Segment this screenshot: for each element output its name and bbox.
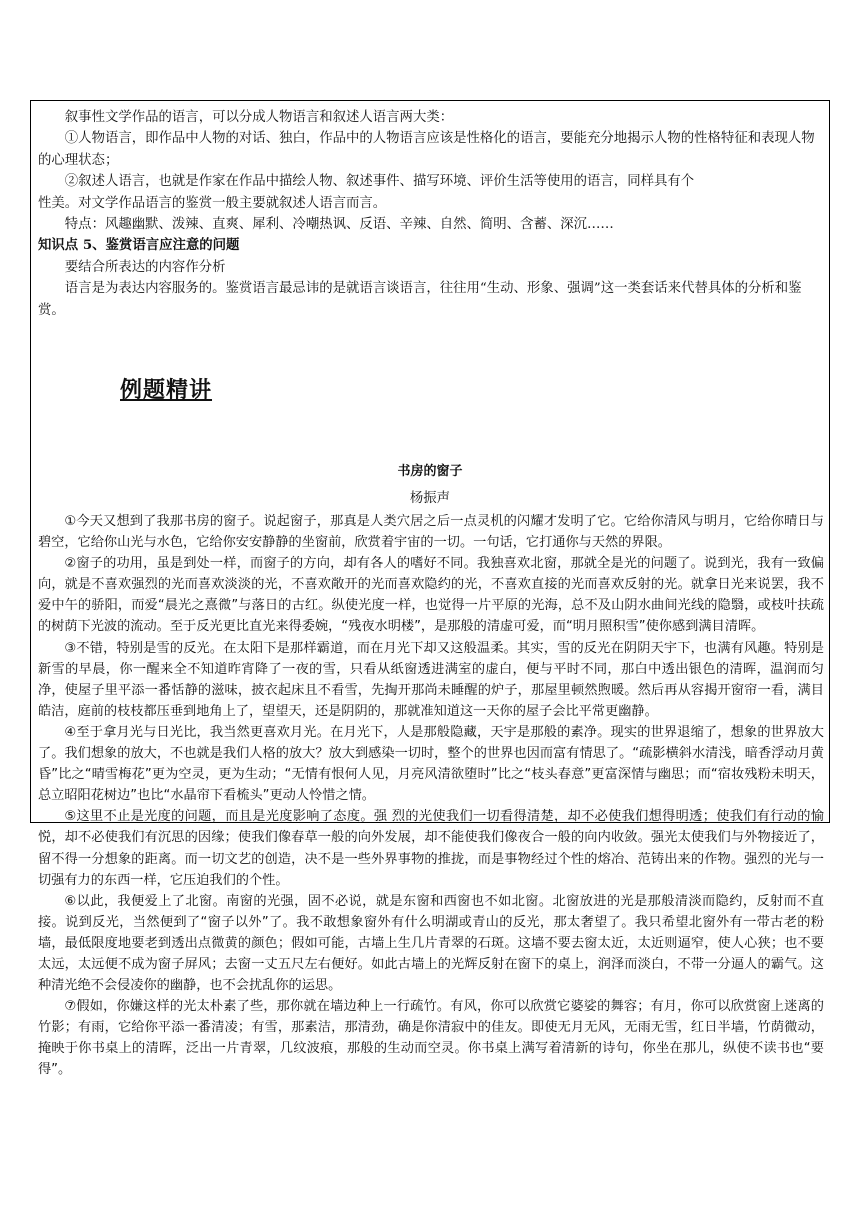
narrator-language-item-cont: 性美。对文学作品语言的鉴赏一般主要就叙述人语言而言。 [38,195,387,211]
point5-title: 知识点 5、鉴赏语言应注意的问题 [38,237,240,254]
article-body [38,511,824,1081]
article-author: 杨振声 [409,491,451,506]
point5-body: 语言是为表达内容服务的。鉴赏语言最忌讳的是就语言谈语言，往往用“生动、形象、强调”这一类套话来代替具体的分析和鉴赏。 [38,281,802,318]
language-features: 特点：风趣幽默、泼辣、直爽、犀利、冷嘲热讽、反语、辛辣、自然、简明、含蓄、深沉…… [64,217,614,233]
article-paragraph: ③不错，特别是雪的反光。在太阳下是那样霸道，而在月光下却又这般温柔。其实，雪的反光在阴阴天宇下，也满有风趣。特别是新雪的早晨，你一醒来全不知道昨宵降了一夜的雪，只看从纸窗透进满室的虚白，便与平时不同，那白中透出银色的清晖，温润而匀净，使屋子里平添一番恬静的滋味，披衣起床且不看雪，先掏开那尚未睡醒的炉子，那屋里顿然煦暖。然后再从容揭开窗帘一看，满目皓洁，庭前的枝枝都压垂到地角上了，望望天，还是阴阴的，那就准知道这一天你的屋子会比平常更幽静。 [38,640,824,719]
narrator-language-item: ②叙述人语言，也就是作家在作品中描绘人物、叙述事件、描写环境、评价生活等使用的语言，同样具有个 [64,174,695,190]
article-paragraph: ①今天又想到了我那书房的窗子。说起窗子，那真是人类穴居之后一点灵机的闪耀才发明了它。它给你清风与明月，它给你晴日与碧空，它给你山光与水色，它给你安安静静的坐窗前，欣赏着宇宙的一切。一句话，它打通你与天然的界限。 [38,514,824,551]
article-paragraph: ⑥以此，我便爱上了北窗。南窗的光强，固不必说，就是东窗和西窗也不如北窗。北窗放进的光是那般清淡而隐约，反射而不直接。说到反光，当然便到了“窗子以外”了。我不敢想象窗外有什么明湖或青山的反光，那太奢望了。我只希望北窗外有一带古老的粉墙，最低限度地要老到透出点微黄的颜色；假如可能，古墙上生几片青翠的石斑。这墙不要去窗太近，太近则逼窄，使人心狭；也不要太远，太远便不成为窗子屏风；去窗一丈五尺左右便好。如此古墙上的光辉反射在窗下的桌上，润泽而淡白，不带一分逼人的霸气。这种清光绝不会侵凌你的幽静，也不会扰乱你的运思。 [38,893,824,994]
character-language-item: ①人物语言，即作品中人物的对话、独白，作品中的人物语言应该是性格化的语言，要能充分地揭示人物的性格特征和表现人物的心理状态； [38,131,815,168]
section-heading: 例题精讲 [120,378,213,403]
article-paragraph: ②窗子的功用，虽是到处一样，而窗子的方向，却有各人的嗜好不同。我独喜欢北窗，那就全是光的问题了。说到光，我有一致偏向，就是不喜欢强烈的光而喜欢淡淡的光，不喜欢敞开的光而喜欢隐约的光，不喜欢直接的光而喜欢反射的光。就拿日光来说罢，我不爱中午的骄阳，而爱“晨光之熹微”与落日的古红。纵使光度一样，也觉得一片平原的光海，总不及山阴水曲间光线的隐翳，或枝叶扶疏的树荫下光波的流动。至于反光更比直光来得委婉，“残夜水明楼”，是那般的清虚可爱，而“明月照积雪”使你感到满目清晖。 [38,556,824,635]
article-paragraph: ⑤这里不止是光度的问题，而且是光度影响了态度。强 烈的光使我们一切看得清楚，却不必使我们想得明透；使我们有行动的愉悦，却不必使我们有沉思的因缘；使我们像春草一般的向外发展，却不能使我们像夜合一般的向内收敛。强光太使我们与外物接近了，留不得一分想象的距离。而一切文艺的创造，决不是一些外界事物的推拢，而是事物经过个性的熔冶、范铸出来的作物。强烈的光与一切强有力的东西一样，它压迫我们的个性。 [38,809,824,888]
article-title: 书房的窗子 [397,464,463,479]
article-paragraph: ⑦假如，你嫌这样的光太朴素了些，那你就在墙边种上一行疏竹。有风，你可以欣赏它婆娑的舞容；有月，你可以欣赏窗上迷离的竹影；有雨，它给你平添一番清凌；有雪，那素洁，那清劲，确是你清寂中的佳友。即使无月无风，无雨无雪，红日半墙，竹荫微动，掩映于你书桌上的清晖，泛出一片青翠，几纹波痕，那般的生动而空灵。你书桌上满写着清新的诗句，你坐在那儿，纵使不读书也“要得”。 [38,999,824,1078]
point5-subtitle: 要结合所表达的内容作分析 [64,259,226,275]
article-paragraph: ④至于拿月光与日光比，我当然更喜欢月光。在月光下，人是那般隐藏，天宇是那般的素净。现实的世界退缩了，想象的世界放大了。我们想象的放大，不也就是我们人格的放大？放大到感染一切时，整个的世界也因而富有情思了。“疏影横斜水清浅，暗香浮动月黄昏”比之“晴雪梅花”更为空灵，更为生动；“无情有恨何人见，月亮风清欲堕时”比之“枝头春意”更富深情与幽思；而“宿妆残粉未明天，总立昭阳花树边”也比“水晶帘下看梳头”更动人怜惜之情。 [38,724,824,804]
language-intro: 叙事性文学作品的语言，可以分成人物语言和叙述人语言两大类： [64,110,454,125]
knowledge-section [38,107,824,321]
